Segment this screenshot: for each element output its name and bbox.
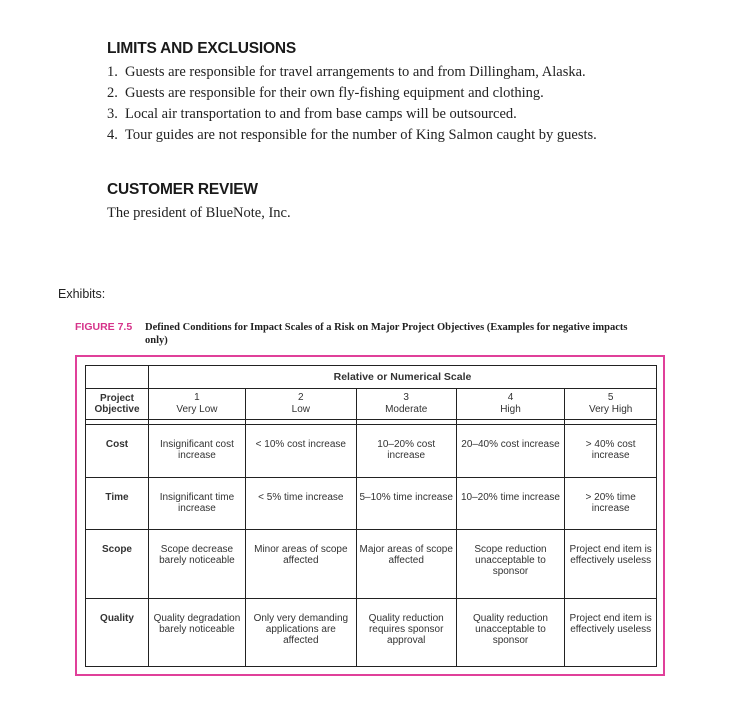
level-number: 2: [298, 392, 304, 403]
level-number: 4: [507, 392, 514, 403]
level-name: Moderate: [385, 404, 428, 415]
table-cell: < 5% time increase: [245, 477, 356, 530]
objective-scope: Scope: [86, 530, 149, 598]
table-cell: 5–10% time increase: [356, 477, 456, 530]
table-cell: < 10% cost increase: [245, 425, 356, 478]
table-corner: [86, 366, 149, 389]
figure-caption: Defined Conditions for Impact Scales of a Risk on Major Project Objectives (Examples for negative impacts only): [145, 322, 628, 346]
table-cell: Quality reduction requires sponsor approval: [356, 598, 456, 666]
level-header: [456, 389, 565, 420]
level-name: Very High: [589, 404, 633, 415]
level-number: 1: [194, 392, 200, 403]
table-cell: Only very demanding applications are affected: [245, 598, 356, 666]
level-header: [245, 389, 356, 420]
table-cell: Insignificant cost increase: [149, 425, 246, 478]
objective-cost: Cost: [86, 425, 149, 478]
list-item: [107, 106, 632, 123]
objective-time: Time: [86, 477, 149, 530]
limits-heading: LIMITS AND EXCLUSIONS: [107, 40, 296, 57]
table-cell: 10–20% cost increase: [356, 425, 456, 478]
table-cell: Quality reduction unacceptable to sponsor: [456, 598, 565, 666]
level-name: High: [500, 404, 521, 415]
list-item: [107, 64, 632, 81]
customer-review-text: The president of BlueNote, Inc.: [107, 205, 291, 221]
figure-frame: [75, 355, 665, 676]
level-name: Very Low: [176, 404, 218, 415]
impact-scale-table: [85, 365, 657, 667]
table-row: [86, 425, 657, 478]
objective-quality: Quality: [86, 598, 149, 666]
list-item-text: Guests are responsible for their own fly-fishing equipment and clothing.: [125, 85, 544, 101]
table-cell: > 20% time increase: [565, 477, 657, 530]
table-cell: 10–20% time increase: [456, 477, 565, 530]
objective-header: Project Objective: [86, 389, 149, 420]
customer-review-heading: CUSTOMER REVIEW: [107, 181, 258, 198]
table-cell: Quality degradation barely noticeable: [149, 598, 246, 666]
table-row: [86, 598, 657, 666]
list-item-text: Local air transportation to and from base camps will be outsourced.: [125, 106, 517, 122]
exhibits-label: Exhibits:: [58, 287, 106, 301]
table-cell: Scope reduction unacceptable to sponsor: [456, 530, 565, 598]
list-item: [107, 127, 632, 144]
list-item-text: Guests are responsible for travel arrangements to and from Dillingham, Alaska.: [125, 64, 586, 80]
table-cell: Project end item is effectively useless: [565, 598, 657, 666]
level-header: [356, 389, 456, 420]
table-cell: 20–40% cost increase: [456, 425, 565, 478]
list-item-number: 3.: [107, 106, 118, 122]
table-row: [86, 530, 657, 598]
list-item-number: 1.: [107, 64, 118, 80]
level-header: [149, 389, 246, 420]
table-cell: Scope decrease barely noticeable: [149, 530, 246, 598]
list-item-number: 2.: [107, 85, 118, 101]
list-item-text: Tour guides are not responsible for the number of King Salmon caught by guests.: [125, 127, 597, 143]
figure-label: FIGURE 7.5: [75, 321, 133, 333]
table-cell: > 40% cost increase: [565, 425, 657, 478]
scale-header: Relative or Numerical Scale: [149, 366, 657, 389]
limits-list: [107, 64, 632, 148]
table-row: [86, 477, 657, 530]
list-item-number: 4.: [107, 127, 118, 143]
level-number: 5: [607, 392, 614, 403]
level-header: [565, 389, 657, 420]
table-cell: Insignificant time increase: [149, 477, 246, 530]
table-cell: Project end item is effectively useless: [565, 530, 657, 598]
table-cell: Major areas of scope affected: [356, 530, 456, 598]
list-item: [107, 85, 632, 102]
level-name: Low: [291, 404, 310, 415]
level-number: 3: [403, 392, 409, 403]
table-cell: Minor areas of scope affected: [245, 530, 356, 598]
